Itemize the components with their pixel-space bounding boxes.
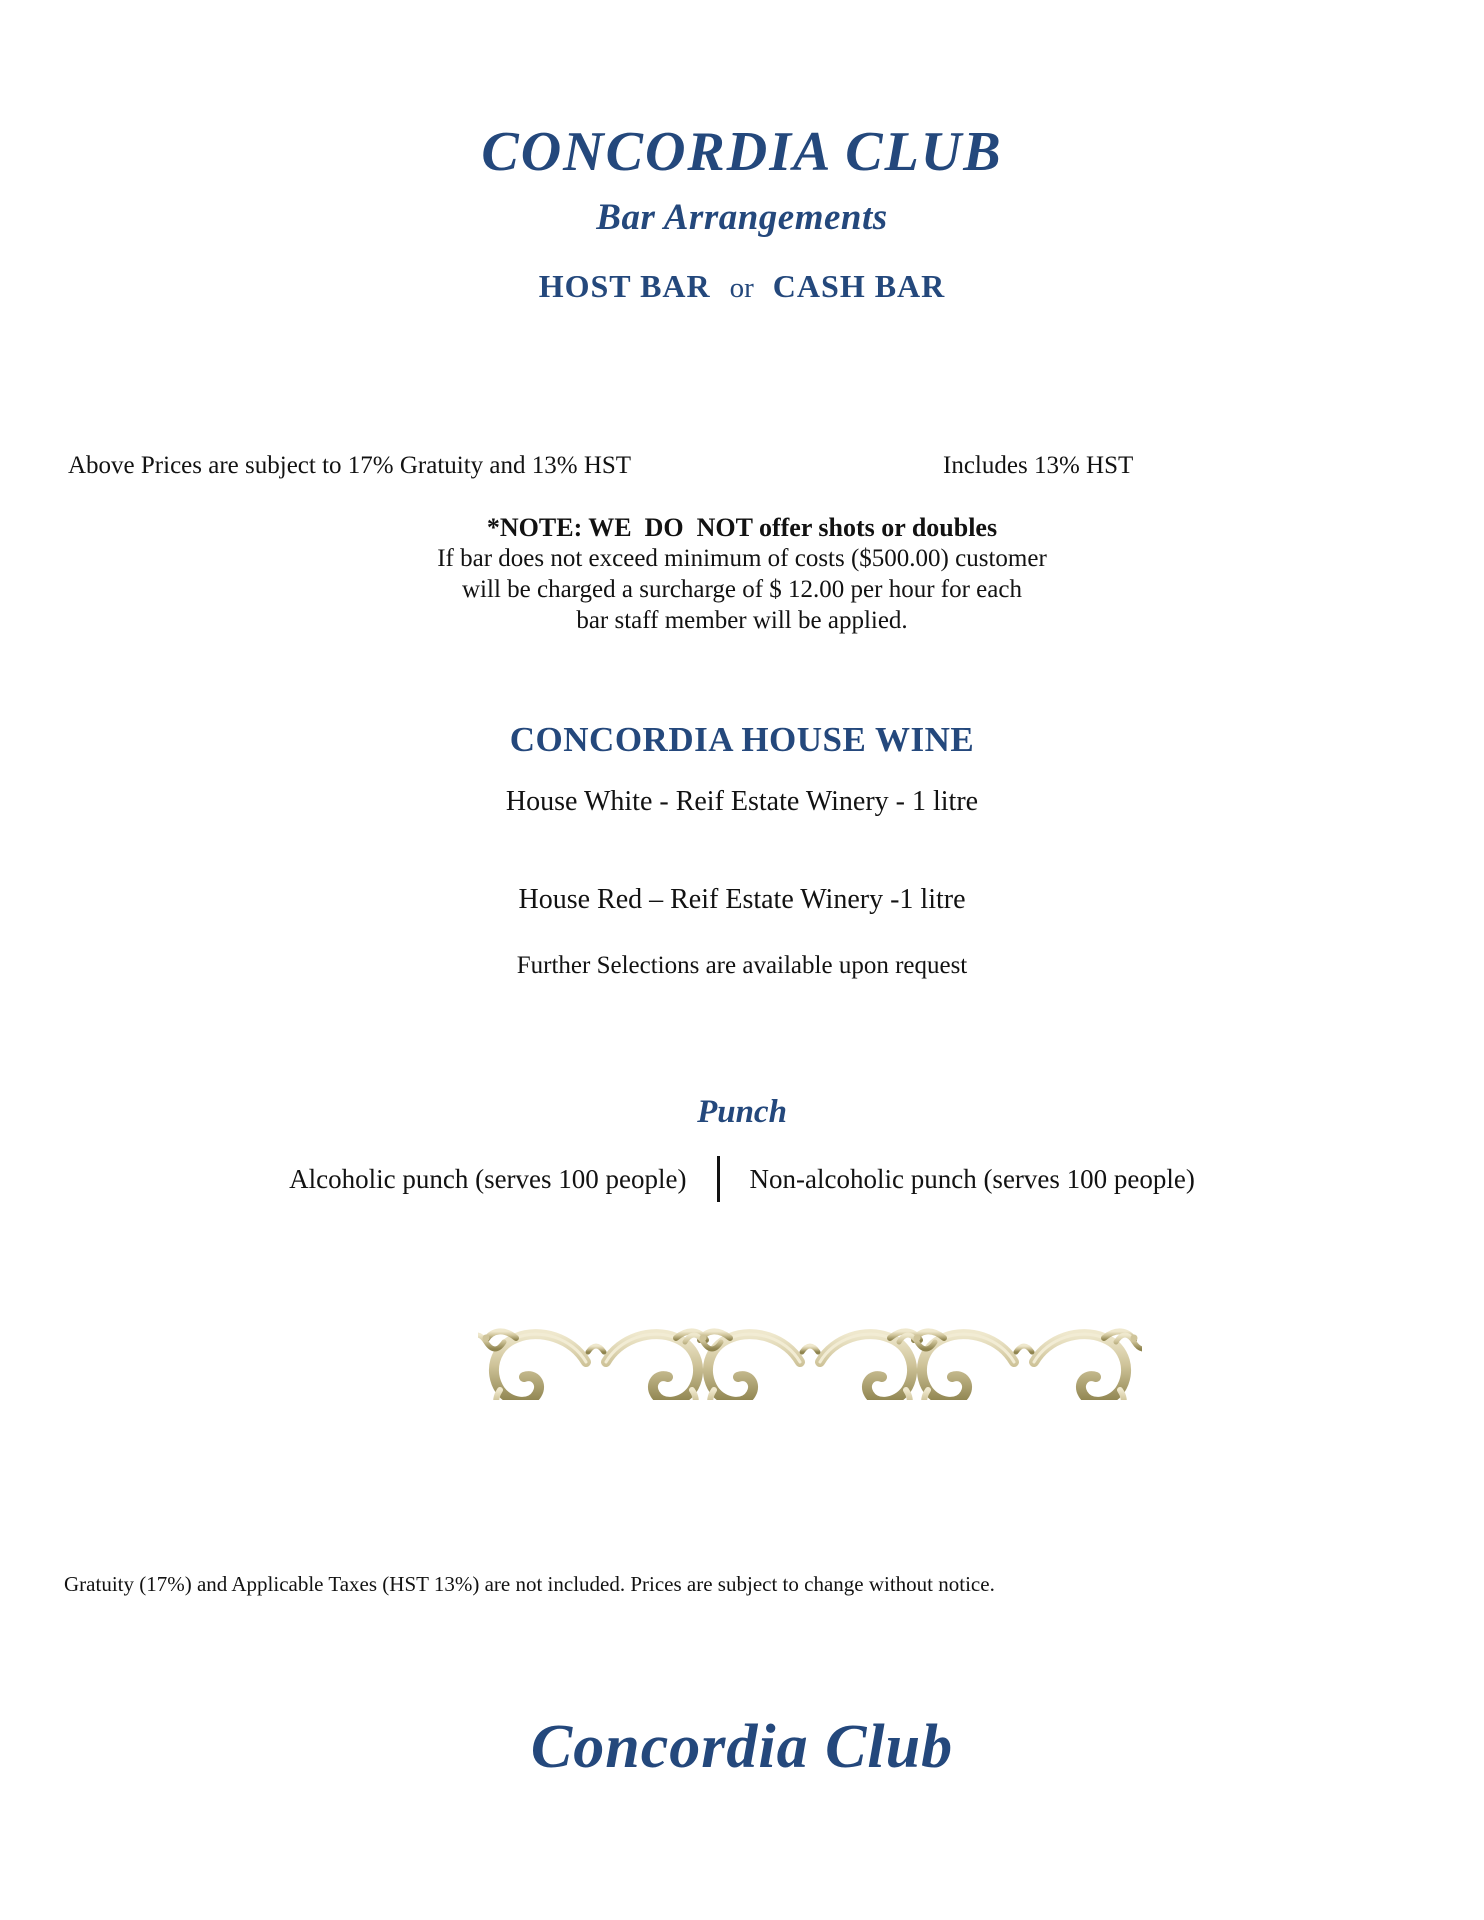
punch-options-line (0, 1156, 1484, 1202)
page-subtitle: Bar Arrangements (596, 197, 888, 238)
further-selections-line: Further Selections are available upon request (516, 952, 968, 979)
house-wine-section-heading: CONCORDIA HOUSE WINE (509, 720, 975, 759)
house-white-line: House White - Reif Estate Winery - 1 litre (505, 786, 979, 817)
cash-bar-label: CASH BAR (772, 268, 946, 304)
page-title: CONCORDIA CLUB (481, 121, 1003, 183)
alcoholic-punch-label: Alcoholic punch (serves 100 people) (289, 1163, 687, 1194)
punch-section-heading: Punch (697, 1094, 787, 1130)
note-line-4: bar staff member will be applied. (576, 607, 908, 634)
punch-divider-bar (717, 1156, 720, 1202)
note-line-2: If bar does not exceed minimum of costs ($500.00) customer (437, 545, 1047, 572)
note-line-3: will be charged a surcharge of $ 12.00 per hour for each (462, 576, 1022, 603)
non-alcoholic-punch-label: Non-alcoholic punch (serves 100 people) (749, 1163, 1195, 1194)
note-block (0, 512, 1484, 636)
note-heading: *NOTE: WE DO NOT offer shots or doubles (486, 513, 998, 542)
bar-type-heading (0, 268, 1484, 305)
gratuity-note-right: Includes 13% HST (943, 452, 1134, 479)
house-red-line: House Red – Reif Estate Winery -1 litre (518, 884, 966, 915)
host-bar-label: HOST BAR (538, 268, 711, 304)
club-logo-wordmark: Concordia Club (530, 1713, 954, 1781)
footer-disclaimer: Gratuity (17%) and Applicable Taxes (HST 13%) are not included. Prices are subject to change without notice. (64, 1572, 995, 1596)
or-label: or (729, 272, 754, 304)
filigree-ornament-divider (478, 1316, 1142, 1400)
gratuity-note-left: Above Prices are subject to 17% Gratuity and 13% HST (68, 452, 632, 479)
